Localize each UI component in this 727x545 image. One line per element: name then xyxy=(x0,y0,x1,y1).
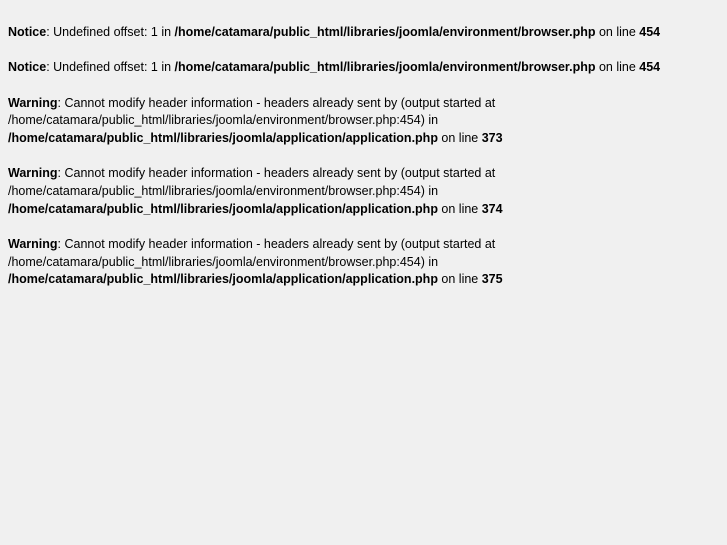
message-line-number: 373 xyxy=(481,131,503,145)
message-type: Warning xyxy=(8,166,58,181)
message-file-path: /home/catamara/public_html/libraries/joomla/environment/browser.php xyxy=(174,60,596,75)
message-type: Notice xyxy=(8,60,47,75)
message-line-number: 374 xyxy=(481,201,503,216)
php-notice-message xyxy=(8,24,720,42)
message-type: Notice xyxy=(8,25,47,39)
message-on-line-label: on line xyxy=(437,272,482,287)
message-text: : Cannot modify header information - headers already sent by (output started at /home/catamara/public_html/libraries/joomla/environment/browser.php:454) in xyxy=(8,166,496,198)
message-text: : Cannot modify header information - headers already sent by (output started at /home/catamara/public_html/libraries/joomla/environment/browser.php:454) in xyxy=(8,237,496,269)
php-error-output xyxy=(8,24,720,307)
message-text: : Undefined offset: 1 in xyxy=(46,60,175,75)
message-type: Warning xyxy=(8,95,58,110)
message-file-path: /home/catamara/public_html/libraries/joomla/application/application.php xyxy=(8,272,438,287)
php-warning-message xyxy=(8,95,720,148)
php-warning-message xyxy=(8,236,720,289)
message-file-path: /home/catamara/public_html/libraries/joomla/application/application.php xyxy=(8,131,438,145)
message-on-line-label: on line xyxy=(437,201,482,216)
message-line-number: 454 xyxy=(639,60,661,75)
message-on-line-label: on line xyxy=(595,60,640,75)
message-file-path: /home/catamara/public_html/libraries/joomla/environment/browser.php xyxy=(174,25,596,39)
message-text: : Cannot modify header information - headers already sent by (output started at /home/catamara/public_html/libraries/joomla/environment/browser.php:454) in xyxy=(8,95,496,128)
message-on-line-label: on line xyxy=(437,131,482,145)
message-file-path: /home/catamara/public_html/libraries/joomla/application/application.php xyxy=(8,201,438,216)
message-type: Warning xyxy=(8,237,58,251)
php-warning-message xyxy=(8,165,720,218)
message-line-number: 375 xyxy=(481,272,503,287)
message-on-line-label: on line xyxy=(595,25,640,39)
php-notice-message xyxy=(8,59,720,77)
message-line-number: 454 xyxy=(639,25,661,39)
message-text: : Undefined offset: 1 in xyxy=(46,25,175,39)
